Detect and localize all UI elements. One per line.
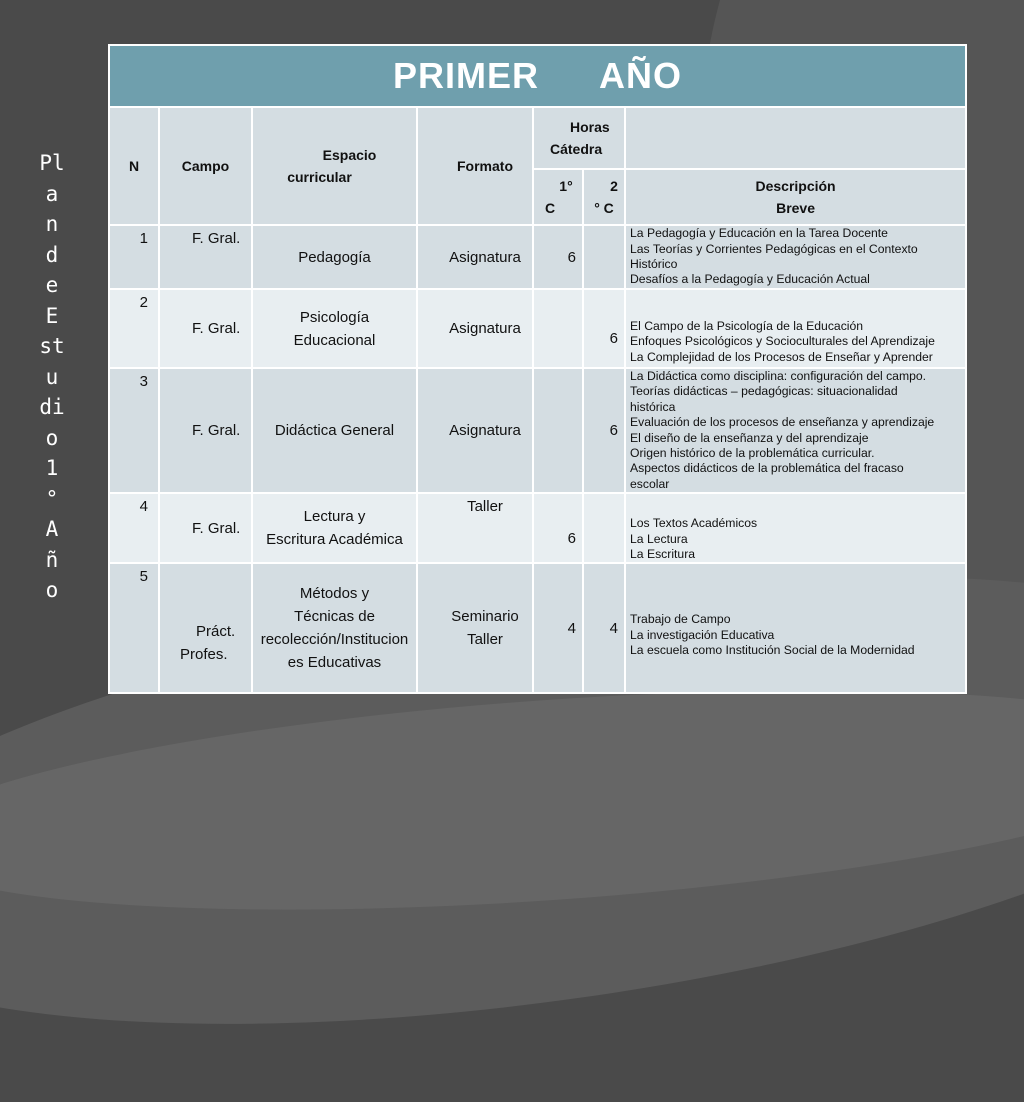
cell-campo [159,289,252,368]
cell-line: Práct. [196,623,236,641]
description-line: La Complejidad de los Procesos de Enseñar y Aprender [630,349,933,364]
side-title-char: Pl [39,151,65,175]
description-line: histórica [630,399,676,414]
cell-campo [159,368,252,493]
table-row [109,368,966,493]
side-title-char: A [45,517,59,541]
side-title-char: e [45,273,59,297]
cell-espacio [252,225,417,289]
header-horas-line2: Cátedra [550,141,603,157]
description-line: La escuela como Institución Social de la Modernidad [630,643,915,658]
cell-line: Taller [467,498,503,516]
cell-espacio [252,289,417,368]
cell-descripcion [625,563,966,693]
header-desc-line1: Descripción [755,178,836,194]
description-line: Teorías didácticas – pedagógicas: situacionalidad [630,384,898,399]
cell-line: Pedagogía [298,249,371,266]
description-line: La Didáctica como disciplina: configuración del campo. [630,369,927,383]
header-horas [533,107,625,169]
cell-line: Educacional [293,331,376,349]
description-line: La Pedagogía y Educación en la Tarea Docente [630,226,888,241]
header-desc-line2: Breve [776,200,815,216]
description-line: La investigación Educativa [630,627,775,642]
cell-line: Lectura y [303,508,366,526]
side-title-char: o [45,578,59,602]
table-row [109,563,966,693]
cell-line: Profes. [180,646,228,664]
title-primer: PRIMER [393,55,540,96]
cell-line: Seminario [451,608,519,626]
cell-line: F. Gral. [192,422,241,440]
table-title-row [109,45,966,107]
cell-1c [533,368,583,493]
cell-line: Técnicas de [294,608,375,626]
description-line: El Campo de la Psicología de la Educación [630,318,864,333]
header-row-1 [109,107,966,169]
cell-line: es Educativas [287,654,382,672]
cell-formato [417,563,533,693]
header-espacio-line1: Espacio [322,147,377,163]
table-title [109,45,966,107]
side-title-char: di [39,395,65,419]
cell-line: Asignatura [449,422,521,440]
header-empty [625,107,966,169]
cell-line: Métodos y [299,585,370,603]
cell-campo [159,563,252,693]
header-1c [533,169,583,225]
description-line: escolar [630,476,670,491]
cell-n: 2 [109,289,159,368]
description-line: Aspectos didácticos de la problemática del fracaso [630,461,904,476]
cell-campo [159,493,252,563]
cell-2c: 6 [583,289,625,368]
side-title-char: 1 [45,456,59,480]
cell-2c: 6 [583,368,625,493]
side-title-char: ñ [45,547,59,572]
cell-formato [417,368,533,493]
cell-descripcion [625,368,966,493]
cell-espacio [252,563,417,693]
curriculum-table [108,44,967,694]
description-line: Las Teorías y Corrientes Pedagógicas en el Contexto [630,241,918,256]
cell-1c: 6 [533,493,583,563]
cell-descripcion [625,493,966,563]
cell-espacio [252,368,417,493]
table-row [109,493,966,563]
cell-campo [159,225,252,289]
header-horas-line1: Horas [570,119,610,135]
cell-n: 1 [109,225,159,289]
header-formato: Formato [417,107,533,225]
cell-line: F. Gral. [192,230,241,247]
cell-line: F. Gral. [192,320,241,337]
cell-2c: 4 [583,563,625,693]
header-descripcion [625,169,966,225]
cell-formato [417,289,533,368]
header-1c-line1: 1° [559,178,573,194]
description-line: La Lectura [630,531,688,546]
header-2c-line2: ° C [594,200,614,216]
description-line: Los Textos Académicos [630,516,758,531]
description-line: Enfoques Psicológicos y Socioculturales del Aprendizaje [630,334,935,349]
cell-formato [417,225,533,289]
table-row [109,289,966,368]
header-2c-line1: 2 [610,178,618,194]
cell-2c [583,493,625,563]
title-ano: AÑO [599,55,683,96]
cell-1c: 6 [533,225,583,289]
description-line: Evaluación de los procesos de enseñanza y aprendizaje [630,415,935,430]
cell-line: recolección/Institucion [260,631,409,649]
cell-2c [583,225,625,289]
cell-n: 4 [109,493,159,563]
cell-line: F. Gral. [192,519,241,537]
header-2c [583,169,625,225]
side-title-char: n [45,212,59,236]
header-n: N [109,107,159,225]
cell-1c: 4 [533,563,583,693]
cell-descripcion [625,289,966,368]
cell-formato [417,493,533,563]
cell-line: Didáctica General [274,422,395,440]
header-espacio [252,107,417,225]
header-campo: Campo [159,107,252,225]
description-line: La Escritura [630,547,696,562]
side-title-char: ° [45,486,59,511]
description-line: Trabajo de Campo [630,612,731,627]
cell-line: Asignatura [449,320,521,337]
side-title-char: a [45,181,59,206]
table-row [109,225,966,289]
description-line: El diseño de la enseñanza y del aprendizaje [630,430,869,445]
cell-line: Asignatura [449,249,521,266]
cell-n: 5 [109,563,159,693]
vertical-slide-title [32,148,72,606]
description-line: Origen histórico de la problemática curricular. [630,446,875,461]
header-1c-line2: C [544,200,556,216]
cell-n: 3 [109,368,159,493]
description-line: Histórico [630,257,678,271]
side-title-char: d [45,242,59,267]
curriculum-table-container [108,44,965,687]
header-espacio-line2: curricular [287,169,352,185]
side-title-char: E [45,303,59,328]
cell-line: Psicología [299,308,370,326]
side-title-char: u [45,364,59,389]
description-line: Desafíos a la Pedagogía y Educación Actual [630,272,870,287]
cell-line: Taller [467,631,503,649]
cell-1c [533,289,583,368]
side-title-char: st [39,334,65,358]
cell-descripcion [625,225,966,289]
cell-espacio [252,493,417,563]
cell-line: Escritura Académica [266,531,403,549]
side-title-char: o [45,425,59,450]
